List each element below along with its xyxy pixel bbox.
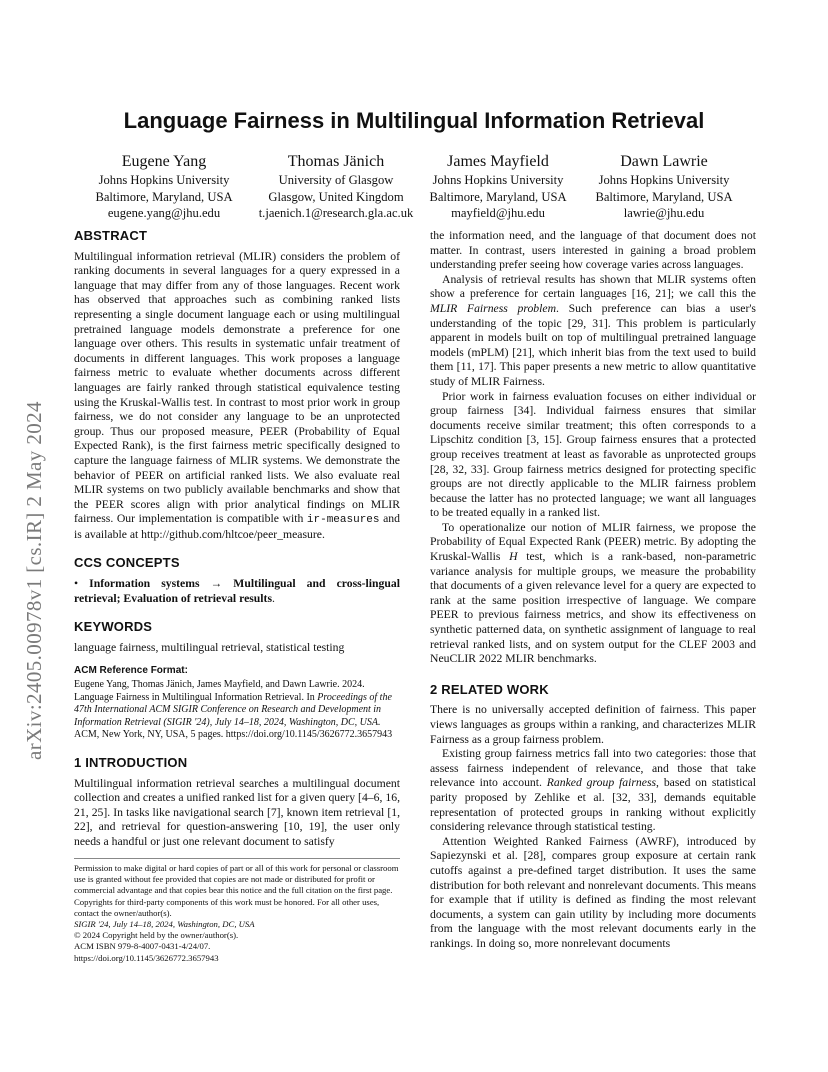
paragraph-tail: test, which is a rank-based, non-parametric variance analysis for multiple groups, we measure the probability that documents of a given relevance level for a query are expected to rank at the same position irrespective of language. We compare PEER to previous fairness metrics, and show its effectiveness on synthetic patterned data, on synthetic assignment of language to real retrieval ranked lists, and on system output for the CLEF 2003 and NeuCLIR 2022 MLIR benchmarks. <box>430 550 756 666</box>
author-email: eugene.yang@jhu.edu <box>107 206 221 220</box>
paragraph: There is no universally accepted definition of fairness. This paper views languages as groups within a ranking, and characterizes MLIR Fairness as a group fairness problem. <box>430 703 756 746</box>
ccs-tail: . <box>272 591 275 605</box>
author-name: James Mayfield <box>447 153 549 170</box>
keywords-heading: KEYWORDS <box>74 619 153 635</box>
paragraph: the information need, and the language of that document does not matter. In contrast, users interested in gaining a broad problem understanding prefer seeing how coverage varies across languages. <box>430 229 756 272</box>
conference-venue: SIGIR '24, July 14–18, 2024, Washington, DC, USA <box>74 919 255 930</box>
ccs-text <box>74 577 400 606</box>
paragraph <box>430 747 756 835</box>
author-block <box>246 152 426 222</box>
paragraph: Prior work in fairness evaluation focuses on either individual or group fairness [34]. Individual fairness ensures that similar documents receive similar treatment; this often corresponds to a Lipschitz condition [3, 15]. Group fairness ensures that a protected group receives treatment at least as favorable as unprotected groups [28, 32, 33]. Group fairness metrics designed for protecting specific groups are not directly applicable to the MLIR fairness problem because the latter has no protected language; we want all languages to be treated equally in a ranked list. <box>430 389 756 520</box>
author-block <box>408 152 588 222</box>
paragraph-tail: , based on statistical parity proposed by Zehlike et al. [32, 33], demands equitable representation of protected groups in ranking without explicitly considering relevance through statistical testing. <box>430 776 756 834</box>
author-affiliation: University of Glasgow <box>278 173 394 187</box>
keywords-text: language fairness, multilingual retrieval, statistical testing <box>74 640 345 654</box>
author-location: Baltimore, Maryland, USA <box>595 189 733 204</box>
paragraph-lead: To operationalize our notion of MLIR fairness, we propose the Probability of Equal Expected Rank (PEER) metric. By adopting the Kruskal-Wallis <box>430 520 756 564</box>
paragraph <box>430 273 756 390</box>
author-name: Dawn Lawrie <box>620 153 708 170</box>
copyright-line: © 2024 Copyright held by the owner/author(s). <box>74 930 239 941</box>
arxiv-identifier: arXiv:2405.00978v1 [cs.IR] 2 May 2024 <box>22 401 46 760</box>
paragraph <box>430 521 756 667</box>
abstract-body: Multilingual information retrieval (MLIR) considers the problem of ranking documents in several languages for a query expressed in a language that may differ from any of those languages. Recent work has observed that approaches such as combining ranked lists representing a single document language each or using multilingual pretrained language models demonstrate a preference for one language over others. This results in systematic unfair treatment of documents in different languages. This work proposes a language fairness metric to evaluate whether documents across different languages are fairly ranked through statistical equivalence testing using the Kruskal-Wallis test. In contrast to most prior work in group fairness, we do not consider any language to be an unprotected group. Thus our proposed measure, PEER (Probability of Equal Expected Rank), is the first fairness metric specifically designed to capture the language fairness of MLIR systems. We demonstrate the behavior of PEER on artificial ranked lists. We also evaluate real MLIR systems on two publicly available benchmarks and show that the PEER scores align with prior analytical findings on MLIR fairness. Our implementation is compatible with <box>74 249 400 526</box>
acm-reference-heading: ACM Reference Format: <box>74 665 188 677</box>
paragraph-lead: Analysis of retrieval results has shown that MLIR systems often show a preference for certain languages [16, 21]; we call this the <box>430 272 756 301</box>
doi-line: https://doi.org/10.1145/3626772.3657943 <box>74 952 219 963</box>
permission-footnote <box>74 858 400 964</box>
author-email: lawrie@jhu.edu <box>623 206 705 220</box>
emphasis-term: Ranked group fairness <box>546 776 657 790</box>
author-name: Eugene Yang <box>121 153 207 170</box>
author-location: Glasgow, United Kingdom <box>268 189 404 204</box>
left-column <box>74 229 400 850</box>
isbn-line: ACM ISBN 979-8-4007-0431-4/24/07. <box>74 941 211 952</box>
author-email: mayfield@jhu.edu <box>451 206 545 220</box>
right-column <box>430 229 756 952</box>
ccs-heading: CCS CONCEPTS <box>74 555 180 571</box>
paper-title: Language Fairness in Multilingual Information Retrieval <box>123 108 705 133</box>
author-affiliation: Johns Hopkins University <box>598 173 730 187</box>
acm-reference-lead: Eugene Yang, Thomas Jänich, James Mayfield, and Dawn Lawrie. 2024. Language Fairness in Multilingual Information Retrieval. In <box>74 679 365 703</box>
author-block <box>574 152 754 222</box>
emphasis-term: MLIR Fairness problem <box>430 301 557 315</box>
introduction-text: Multilingual information retrieval searches a multilingual document collection and creates a unified ranked list for a given query [4–6, 16, 21, 25]. In tasks like navigational search [7], known item retrieval [1, 22], and retrieval for question-answering [10, 19], the user only needs a handful or just one relevant document to satisfy <box>74 776 400 848</box>
author-name: Thomas Jänich <box>287 153 385 170</box>
acm-reference-text <box>74 679 400 742</box>
introduction-heading: 1 INTRODUCTION <box>74 755 188 770</box>
paragraph-lead: Existing group fairness metrics fall into two categories: those that assess fairness independent of relevance, and those that take relevance into account. <box>430 747 756 790</box>
abstract-text <box>74 250 400 543</box>
author-affiliation: Johns Hopkins University <box>98 173 230 187</box>
permission-text: Permission to make digital or hard copies of part or all of this work for personal or classroom use is granted without fee provided that copies are not made or distributed for profit or commercial advantage and that copies bear this notice and the full citation on the first page. Copyrights for third-party components of this work must be honored. For all other uses, contact the owner/author(s). <box>74 863 399 918</box>
abstract-heading: ABSTRACT <box>74 228 148 243</box>
author-location: Baltimore, Maryland, USA <box>429 189 567 204</box>
related-work-heading: 2 RELATED WORK <box>430 681 549 697</box>
author-affiliation: Johns Hopkins University <box>432 173 564 187</box>
author-block <box>74 152 254 222</box>
ccs-bullet: • <box>74 577 90 591</box>
paragraph: Attention Weighted Ranked Fairness (AWRF), introduced by Sapiezynski et al. [28], compares group exposure at certain rank cutoffs against a pre-defined target distribution. It uses the same distribution for both relevant and nonrelevant documents. This means for example that if utility is defined as finding the most relevant documents, a system can gain utility by including more documents from the language with the most relevant documents early in the rankings. In doing so, more nonrelevant documents <box>430 834 756 950</box>
inline-code: ir-measures <box>306 514 380 527</box>
emphasis-term: H <box>509 550 518 564</box>
ccs-concepts: Information systems → Multilingual and cross-lingual retrieval; Evaluation of retrieval results <box>74 577 400 605</box>
acm-reference-tail: ACM, New York, NY, USA, 5 pages. https://doi.org/10.1145/3626772.3657943 <box>74 729 393 741</box>
acm-reference-venue: Proceedings of the 47th International ACM SIGIR Conference on Research and Development in Information Retrieval (SIGIR '24), July 14–18, 2024, Washington, DC, USA. <box>74 691 392 728</box>
author-email: t.jaenich.1@research.gla.ac.uk <box>258 206 414 220</box>
paragraph-tail: . Such preference can bias a user's understanding of the topic [29, 31]. This problem is particularly apparent in models built on top of multilingual pretrained language models (mPLM) [21], which inherit bias from the text used to build them [11, 17]. This paper presents a new metric to allow quantitative study of MLIR Fairness. <box>430 301 756 388</box>
abstract-tail: and is available at http://github.com/hltcoe/peer_measure. <box>74 512 400 541</box>
author-location: Baltimore, Maryland, USA <box>95 189 233 204</box>
